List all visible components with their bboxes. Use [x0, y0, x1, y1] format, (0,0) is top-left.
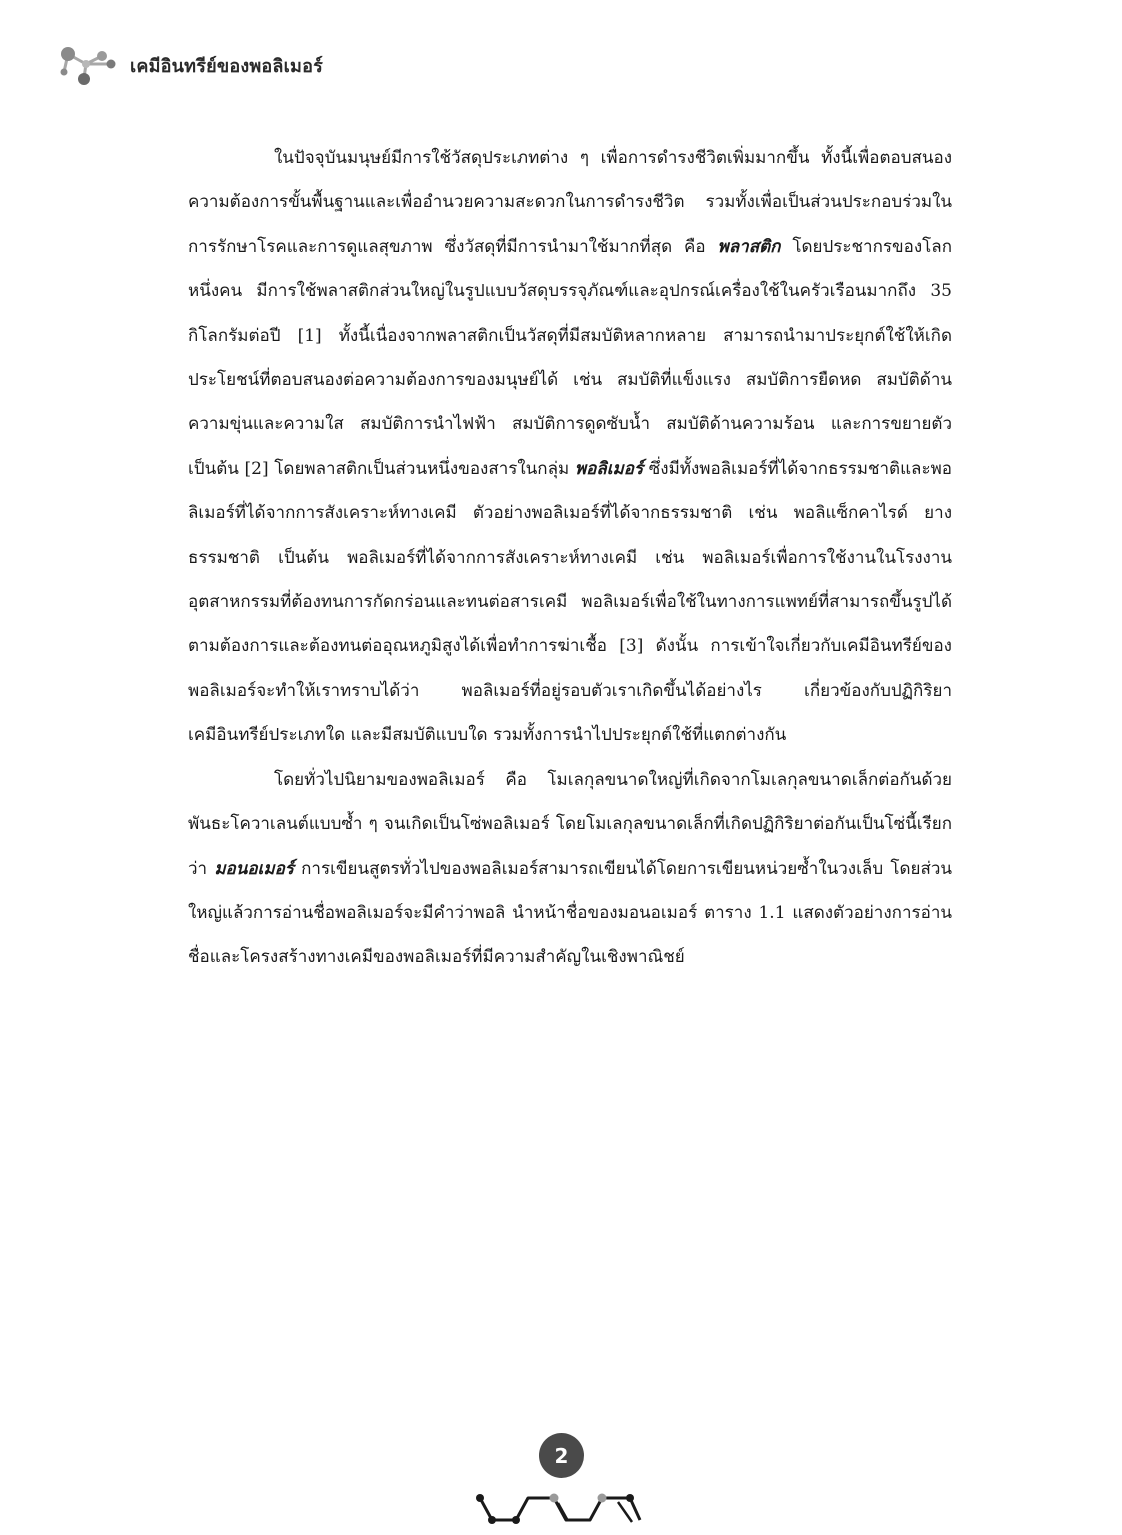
term-polymer: พอลิเมอร์: [574, 458, 644, 479]
paragraph-2: [188, 758, 952, 980]
paragraph-2-text-1: โดยทั่วไปนิยามของพอลิเมอร์ คือ โมเลกุลขนาดใหญ่ที่เกิดจากโมเลกุลขนาดเล็กต่อกันด้วยพันธะโควาเลนต์แบบซ้ำ ๆ จนเกิดเป็นโซ่พอลิเมอร์ โดยโมเลกุลขนาดเล็กที่เกิดปฏิกิริยาต่อกันเป็นโซ่นี้เรียกว่า: [188, 769, 952, 879]
paragraph-1: [188, 136, 952, 758]
term-monomer: มอนอเมอร์: [214, 858, 294, 879]
molecule-icon: [56, 42, 118, 88]
main-content: [188, 136, 952, 980]
page-number: 2: [539, 1433, 584, 1478]
molecule-chain-icon: [470, 1488, 650, 1535]
paragraph-1-text-3: ซึ่งมีทั้งพอลิเมอร์ที่ได้จากธรรมชาติและพอลิเมอร์ที่ได้จากการสังเคราะห์ทางเคมี ตัวอย่างพอลิเมอร์ที่ได้จากธรรมชาติ เช่น พอลิแซ็กคาไรด์ ยางธรรมชาติ เป็นต้น พอลิเมอร์ที่ได้จากการสังเคราะห์ทางเคมี เช่น พอลิเมอร์เพื่อการใช้งานในโรงงานอุตสาหกรรมที่ต้องทนการกัดกร่อนและทนต่อสารเคมี พอลิเมอร์เพื่อใช้ในทางการแพทย์ที่สามารถขึ้นรูปได้ตามต้องการและต้องทนต่ออุณหภูมิสูงได้เพื่อทำการฆ่าเชื้อ [3] ดังนั้น การเข้าใจเกี่ยวกับเคมีอินทรีย์ของพอลิเมอร์จะทำให้เราทราบได้ว่า พอลิเมอร์ที่อยู่รอบตัวเราเกิดขึ้นได้อย่างไร เกี่ยวข้องกับปฏิกิริยาเคมีอินทรีย์ประเภทใด และมีสมบัติแบบใด รวมทั้งการนำไปประยุกต์ใช้ที่แตกต่างกัน: [188, 458, 952, 746]
header-title: เคมีอินทรีย์ของพอลิเมอร์: [130, 55, 323, 77]
page-header: [56, 42, 323, 88]
term-plastic: พลาสติก: [717, 236, 781, 257]
paragraph-1-text-2: โดยประชากรของโลกหนึ่งคน มีการใช้พลาสติกส่วนใหญ่ในรูปแบบวัสดุบรรจุภัณฑ์และอุปกรณ์เครื่องใช้ในครัวเรือนมากถึง 35 กิโลกรัมต่อปี [1] ทั้งนี้เนื่องจากพลาสติกเป็นวัสดุที่มีสมบัติหลากหลาย สามารถนำมาประยุกต์ใช้ให้เกิดประโยชน์ที่ตอบสนองต่อความต้องการของมนุษย์ได้ เช่น สมบัติที่แข็งแรง สมบัติการยืดหด สมบัติด้านความขุ่นและความใส สมบัติการนำไฟฟ้า สมบัติการดูดซับน้ำ สมบัติด้านความร้อน และการขยายตัว เป็นต้น [2] โดยพลาสติกเป็นส่วนหนึ่งของสารในกลุ่ม: [188, 236, 952, 479]
paragraph-1-text-1: ในปัจจุบันมนุษย์มีการใช้วัสดุประเภทต่าง ๆ เพื่อการดำรงชีวิตเพิ่มมากขึ้น ทั้งนี้เพื่อตอบสนองความต้องการขั้นพื้นฐานและเพื่ออำนวยความสะดวกในการดำรงชีวิต รวมทั้งเพื่อเป็นส่วนประกอบร่วมในการรักษาโรคและการดูแลสุขภาพ ซึ่งวัสดุที่มีการนำมาใช้มากที่สุด คือ: [188, 148, 952, 257]
paragraph-2-text-2: การเขียนสูตรทั่วไปของพอลิเมอร์สามารถเขียนได้โดยการเขียนหน่วยซ้ำในวงเล็บ โดยส่วนใหญ่แล้วการอ่านชื่อพอลิเมอร์จะมีคำว่าพอลิ นำหน้าชื่อของมอนอเมอร์ ตาราง 1.1 แสดงตัวอย่างการอ่านชื่อและโครงสร้างทางเคมีของพอลิเมอร์ที่มีความสำคัญในเชิงพาณิชย์: [188, 858, 952, 968]
